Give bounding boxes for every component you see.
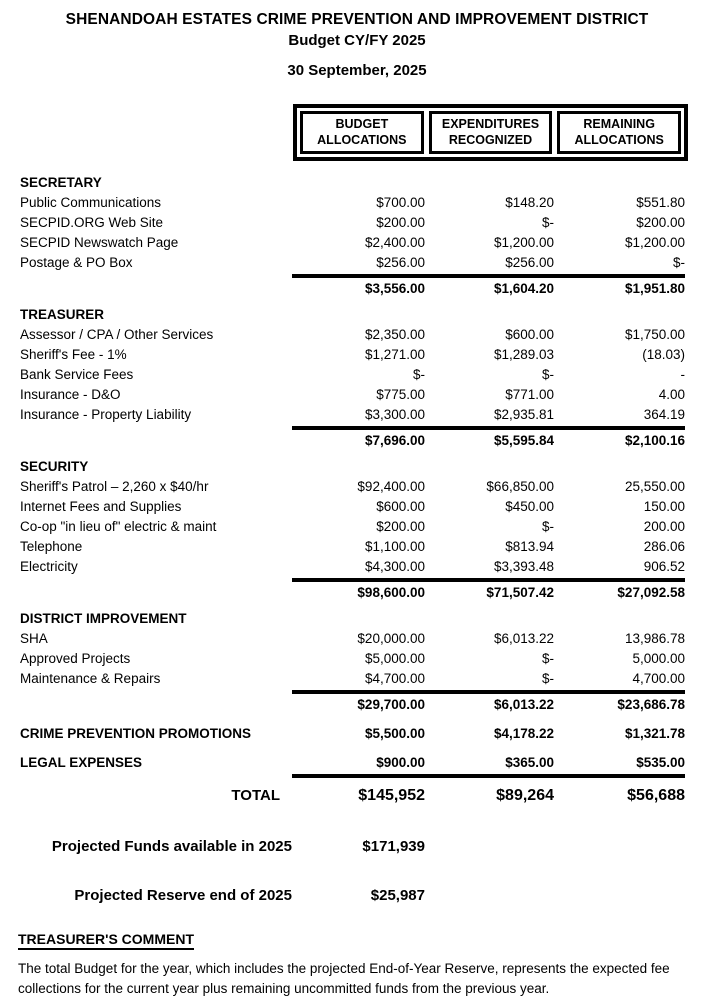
item-label: Co-op "in lieu of" electric & maint [20,519,217,534]
column-header-expenditures-recognized [429,111,553,154]
line-item-row [0,669,714,689]
amount-budget: $- [412,367,425,382]
amount-expended: $4,178.22 [493,726,554,741]
amount-budget: $145,952 [358,787,425,804]
amount-remaining: $23,686.78 [617,697,685,712]
column-headers [293,104,688,161]
amount-expended: $256.00 [505,255,554,270]
line-item-row [0,477,714,497]
amount-expended: $71,507.42 [486,585,554,600]
amount-expended: $365.00 [505,755,554,770]
line-item-row [0,193,714,213]
item-label: Insurance - Property Liability [20,407,192,422]
amount-expended: $5,595.84 [493,433,554,448]
page-subtitle: Budget CY/FY 2025 [288,32,426,49]
amount-expended: $771.00 [505,387,554,402]
standalone-row [0,724,714,744]
section-title: SECRETARY [20,175,102,190]
amount-budget: $600.00 [376,499,425,514]
amount-expended: $- [541,215,554,230]
summary-row [0,837,714,857]
line-item-row [0,629,714,649]
column-header-line: EXPENDITURES [441,117,540,131]
amount-budget: $256.00 [376,255,425,270]
rule-line [292,426,685,430]
column-header-remaining-allocations [557,111,681,154]
subtotal-row [0,431,714,451]
item-label: Assessor / CPA / Other Services [20,327,214,342]
item-label: Electricity [20,559,78,574]
amount-remaining: 906.52 [643,559,685,574]
amount-budget: $29,700.00 [357,697,425,712]
amount-remaining: 200.00 [643,519,685,534]
item-label: Public Communications [20,195,162,210]
amount-remaining: 5,000.00 [632,651,685,666]
summary-label: Projected Reserve end of 2025 [74,887,292,904]
summary-value: $171,939 [362,838,425,855]
page-title: SHENANDOAH ESTATES CRIME PREVENTION AND IMPROVEMENT DISTRICT [65,11,649,28]
line-item-row [0,405,714,425]
rule-line [292,578,685,582]
amount-remaining: $200.00 [636,215,685,230]
amount-budget: $900.00 [376,755,425,770]
line-item-row [0,365,714,385]
column-header-line: ALLOCATIONS [317,133,407,147]
summary [0,837,714,906]
amount-expended: $450.00 [505,499,554,514]
treasurer-comment [18,931,690,998]
column-header-line: REMAINING [583,117,655,131]
line-item-row [0,537,714,557]
item-label: Sheriff's Fee - 1% [20,347,127,362]
amount-budget: $700.00 [376,195,425,210]
section-title: TREASURER [20,307,105,322]
item-label: SECPID Newswatch Page [20,235,179,250]
section-header [0,305,714,325]
subtotal-rule [0,773,714,779]
item-label: Insurance - D&O [20,387,121,402]
amount-expended: $2,935.81 [493,407,554,422]
amount-remaining: $1,951.80 [624,281,685,296]
amount-budget: $20,000.00 [357,631,425,646]
amount-budget: $3,556.00 [364,281,425,296]
line-item-row [0,517,714,537]
item-label: Approved Projects [20,651,131,666]
amount-expended: $89,264 [496,787,554,804]
item-label: LEGAL EXPENSES [20,755,143,770]
item-label: Internet Fees and Supplies [20,499,182,514]
line-item-row [0,649,714,669]
amount-budget: $4,300.00 [364,559,425,574]
amount-remaining: $1,200.00 [624,235,685,250]
amount-remaining: 25,550.00 [624,479,685,494]
item-label: Bank Service Fees [20,367,134,382]
amount-expended: $- [541,671,554,686]
summary-label: Projected Funds available in 2025 [51,838,292,855]
amount-expended: $1,200.00 [493,235,554,250]
amount-remaining: 4.00 [658,387,685,402]
rule-line [292,274,685,278]
line-item-row [0,233,714,253]
amount-expended: $- [541,367,554,382]
total-label: TOTAL [231,787,280,804]
amount-remaining: 4,700.00 [632,671,685,686]
amount-remaining: $56,688 [627,787,685,804]
section-header [0,609,714,629]
standalone-row [0,753,714,773]
amount-remaining: 364.19 [643,407,685,422]
amount-remaining: $1,750.00 [624,327,685,342]
rule-line [292,774,685,778]
amount-budget: $4,700.00 [364,671,425,686]
budget-table [0,173,714,806]
amount-budget: $2,350.00 [364,327,425,342]
column-header-line: ALLOCATIONS [574,133,664,147]
item-label: Sheriff's Patrol – 2,260 x $40/hr [20,479,209,494]
amount-budget: $3,300.00 [364,407,425,422]
amount-budget: $92,400.00 [357,479,425,494]
amount-budget: $200.00 [376,519,425,534]
amount-remaining: $- [672,255,685,270]
amount-budget: $2,400.00 [364,235,425,250]
amount-expended: $6,013.22 [493,697,554,712]
amount-budget: $98,600.00 [357,585,425,600]
line-item-row [0,213,714,233]
amount-budget: $7,696.00 [364,433,425,448]
comment-body: The total Budget for the year, which includes the projected End-of-Year Reserve, represents the expected fee collections for the current year plus remaining uncommitted funds from the previous year. [18,961,670,996]
amount-remaining: (18.03) [642,347,685,362]
column-header-budget-allocations [300,111,424,154]
line-item-row [0,345,714,365]
amount-budget: $200.00 [376,215,425,230]
amount-remaining: - [680,367,685,382]
amount-expended: $148.20 [505,195,554,210]
rule-line [292,690,685,694]
amount-remaining: $551.80 [636,195,685,210]
amount-expended: $- [541,519,554,534]
item-label: Postage & PO Box [20,255,133,270]
line-item-row [0,253,714,273]
amount-expended: $6,013.22 [493,631,554,646]
comment-heading: TREASURER'S COMMENT [18,931,194,950]
line-item-row [0,497,714,517]
amount-remaining: 13,986.78 [624,631,685,646]
section-header [0,457,714,477]
amount-budget: $1,271.00 [364,347,425,362]
amount-remaining: $2,100.16 [624,433,685,448]
summary-value: $25,987 [370,887,425,904]
page-date: 30 September, 2025 [287,62,427,79]
amount-budget: $5,000.00 [364,651,425,666]
section-title: SECURITY [20,459,89,474]
summary-row [0,886,714,906]
section-title: DISTRICT IMPROVEMENT [20,611,187,626]
subtotal-row [0,279,714,299]
item-label: SECPID.ORG Web Site [20,215,164,230]
line-item-row [0,325,714,345]
column-header-line: RECOGNIZED [448,133,533,147]
item-label: Telephone [20,539,83,554]
amount-expended: $66,850.00 [486,479,554,494]
amount-budget: $775.00 [376,387,425,402]
amount-remaining: 150.00 [643,499,685,514]
column-header-line: BUDGET [335,117,389,131]
amount-remaining: $27,092.58 [617,585,685,600]
amount-expended: $1,289.03 [493,347,554,362]
amount-expended: $- [541,651,554,666]
section-header [0,173,714,193]
amount-budget: $5,500.00 [364,726,425,741]
subtotal-row [0,583,714,603]
amount-expended: $3,393.48 [493,559,554,574]
amount-remaining: $1,321.78 [624,726,685,741]
amount-remaining: 286.06 [643,539,685,554]
amount-budget: $1,100.00 [364,539,425,554]
total-row [0,786,714,806]
line-item-row [0,557,714,577]
amount-expended: $1,604.20 [493,281,554,296]
item-label: CRIME PREVENTION PROMOTIONS [20,726,252,741]
subtotal-row [0,695,714,715]
amount-expended: $813.94 [505,539,554,554]
item-label: Maintenance & Repairs [20,671,161,686]
item-label: SHA [20,631,48,646]
amount-remaining: $535.00 [636,755,685,770]
amount-expended: $600.00 [505,327,554,342]
line-item-row [0,385,714,405]
